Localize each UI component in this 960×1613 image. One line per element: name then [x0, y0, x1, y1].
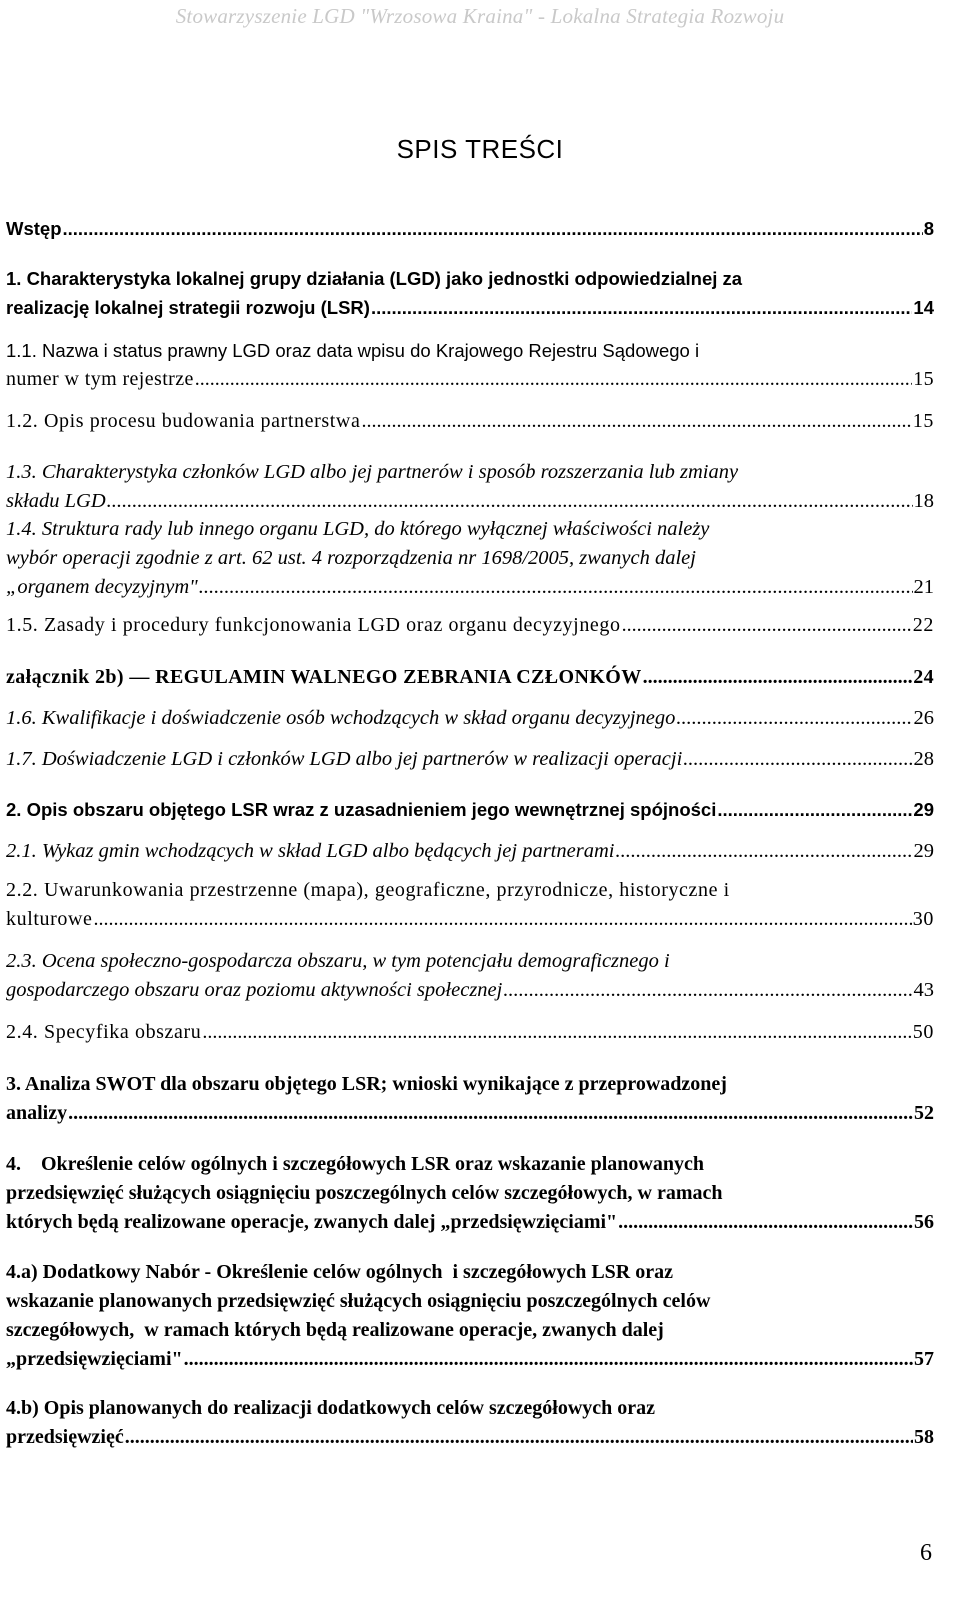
toc-page-number: 22	[912, 614, 934, 636]
toc-page-number: 30	[912, 908, 934, 930]
page-number: 6	[920, 1540, 932, 1566]
leader-dots	[125, 1423, 913, 1452]
toc-entry-1-4[interactable]	[6, 515, 934, 602]
toc-entry-3[interactable]	[6, 1070, 934, 1128]
toc-entry-text: realizację lokalnej strategii rozwoju (LSR)	[6, 297, 370, 318]
page-title: SPIS TREŚCI	[396, 134, 564, 164]
toc-page-number: 15	[913, 368, 934, 390]
leader-dots	[68, 1099, 913, 1128]
toc-entry-text: 1.2. Opis procesu budowania partnerstwa	[6, 410, 361, 432]
toc-entry-text: wybór operacji zgodnie z art. 62 ust. 4 rozporządzenia nr 1698/2005, zwanych dalej	[6, 547, 696, 569]
toc-page-number: 26	[913, 707, 934, 729]
toc-entry-text: 4.a) Dodatkowy Nabór - Określenie celów ogólnych i szczegółowych LSR oraz	[6, 1261, 673, 1283]
toc-entry-text: 1. Charakterystyka lokalnej grupy działania (LGD) jako jednostki odpowiedzialnej za	[6, 268, 743, 289]
toc-entry-text: 1.5. Zasady i procedury funkcjonowania LGD oraz organu decyzyjnego	[6, 614, 621, 636]
toc-entry-2-4[interactable]	[6, 1018, 934, 1047]
toc-entry-text: 2. Opis obszaru objętego LSR wraz z uzasadnieniem jego wewnętrznej spójności	[6, 799, 717, 820]
toc-entry-2-1[interactable]	[6, 837, 934, 866]
leader-dots	[643, 663, 913, 692]
toc-entry-1[interactable]	[6, 264, 934, 322]
leader-dots	[615, 837, 912, 866]
toc-entry-2-3[interactable]	[6, 947, 934, 1005]
toc-entry-text: 1.6. Kwalifikacje i doświadczenie osób wchodzących w skład organu decyzyjnego	[6, 707, 676, 729]
toc-page-number: 29	[913, 799, 934, 820]
toc-entry-text: „organem decyzyjnym"	[6, 576, 198, 598]
toc-entry-4a[interactable]	[6, 1258, 934, 1374]
toc-entry-text: wskazanie planowanych przedsięwzięć służących osiągnięciu poszczególnych celów	[6, 1290, 711, 1312]
toc-entry-text: składu LGD	[6, 490, 106, 512]
toc-page-number: 52	[914, 1102, 934, 1124]
toc-entry-text: 2.3. Ocena społeczno-gospodarcza obszaru, w tym potencjału demograficznego i	[6, 950, 670, 972]
toc-entry-text: analizy	[6, 1102, 68, 1124]
leader-dots	[361, 407, 911, 436]
toc-page-number: 58	[914, 1426, 934, 1448]
toc-entry-2[interactable]	[6, 795, 934, 824]
toc-entry-text: przedsięwzięć służących osiągnięciu poszczególnych celów szczegółowych, w ramach	[6, 1182, 723, 1204]
leader-dots	[199, 573, 913, 602]
toc-page-number: 50	[912, 1021, 934, 1043]
leader-dots	[618, 1208, 913, 1237]
leader-dots	[683, 745, 912, 774]
toc-entry-1-2[interactable]	[6, 407, 934, 436]
toc-page-number: 29	[913, 840, 934, 862]
toc-entry-text: „przedsięwzięciami"	[6, 1348, 183, 1370]
leader-dots	[717, 795, 912, 824]
toc-entry-text: przedsięwzięć	[6, 1426, 124, 1448]
toc-entry-text: 4. Określenie celów ogólnych i szczegółowych LSR oraz wskazanie planowanych	[6, 1153, 704, 1175]
toc-entry-text: załącznik 2b) — REGULAMIN WALNEGO ZEBRANIA CZŁONKÓW	[6, 666, 642, 688]
running-header: Stowarzyszenie LGD "Wrzosowa Kraina" - Lokalna Strategia Rozwoju	[175, 4, 785, 28]
toc-entry-4[interactable]	[6, 1150, 934, 1237]
toc-entry-text: 2.2. Uwarunkowania przestrzenne (mapa), geograficzne, przyrodnicze, historyczne i	[6, 879, 730, 901]
toc-entry-zalacznik[interactable]	[6, 663, 934, 692]
leader-dots	[676, 704, 912, 733]
toc-entry-text: 3. Analiza SWOT dla obszaru objętego LSR; wnioski wynikające z przeprowadzonej	[6, 1073, 727, 1095]
toc-entry-1-1[interactable]	[6, 336, 934, 394]
toc-page-number: 21	[913, 576, 934, 598]
leader-dots	[195, 365, 912, 394]
toc-entry-1-7[interactable]	[6, 745, 934, 774]
leader-dots	[371, 293, 912, 322]
toc-entry-text: których będą realizowane operacje, zwanych dalej „przedsięwzięciami"	[6, 1211, 618, 1233]
toc-entry-text: numer w tym rejestrze	[6, 368, 194, 390]
toc-entry-text: 1.7. Doświadczenie LGD i członków LGD albo jej partnerów w realizacji operacji	[6, 748, 683, 770]
toc-entry-text: 2.1. Wykaz gmin wchodzących w skład LGD albo będących jej partnerami	[6, 840, 615, 862]
toc-entry-text: 1.3. Charakterystyka członków LGD albo jej partnerów i sposób rozszerzania lub zmiany	[6, 461, 739, 483]
leader-dots	[202, 1018, 911, 1047]
toc-page-number: 28	[913, 748, 934, 770]
leader-dots	[107, 487, 913, 516]
toc-entry-text: Wstęp	[6, 218, 62, 239]
leader-dots	[622, 611, 912, 640]
toc-page-number: 14	[913, 297, 934, 318]
leader-dots	[184, 1345, 913, 1374]
toc-entry-wstep[interactable]	[6, 214, 934, 243]
leader-dots	[503, 976, 912, 1005]
toc-entry-text: gospodarczego obszaru oraz poziomu aktywności społecznej	[6, 979, 503, 1001]
toc-page-number: 57	[914, 1348, 934, 1370]
toc-entry-1-5[interactable]	[6, 611, 934, 640]
toc-entry-1-6[interactable]	[6, 704, 934, 733]
toc-page-number: 15	[912, 410, 934, 432]
leader-dots	[63, 214, 923, 243]
toc-page-number: 56	[914, 1211, 934, 1233]
toc-entry-text: 4.b) Opis planowanych do realizacji dodatkowych celów szczegółowych oraz	[6, 1397, 656, 1419]
toc-entry-4b[interactable]	[6, 1394, 934, 1452]
toc-entry-2-2[interactable]	[6, 876, 934, 934]
toc-entry-text: kulturowe	[6, 908, 93, 930]
toc-entry-text: 1.1. Nazwa i status prawny LGD oraz data wpisu do Krajowego Rejestru Sądowego i	[6, 340, 700, 361]
toc-entry-text: szczegółowych, w ramach których będą realizowane operacje, zwanych dalej	[6, 1319, 664, 1341]
leader-dots	[94, 905, 912, 934]
toc-entry-text: 2.4. Specyfika obszaru	[6, 1021, 202, 1043]
toc-page-number: 43	[913, 979, 934, 1001]
toc-page-number: 8	[923, 218, 934, 239]
toc-entry-text: 1.4. Struktura rady lub innego organu LGD, do którego wyłącznej właściwości należy	[6, 518, 710, 540]
toc-page-number: 18	[913, 490, 934, 512]
toc-page-number: 24	[913, 666, 934, 688]
toc-entry-1-3[interactable]	[6, 458, 934, 516]
